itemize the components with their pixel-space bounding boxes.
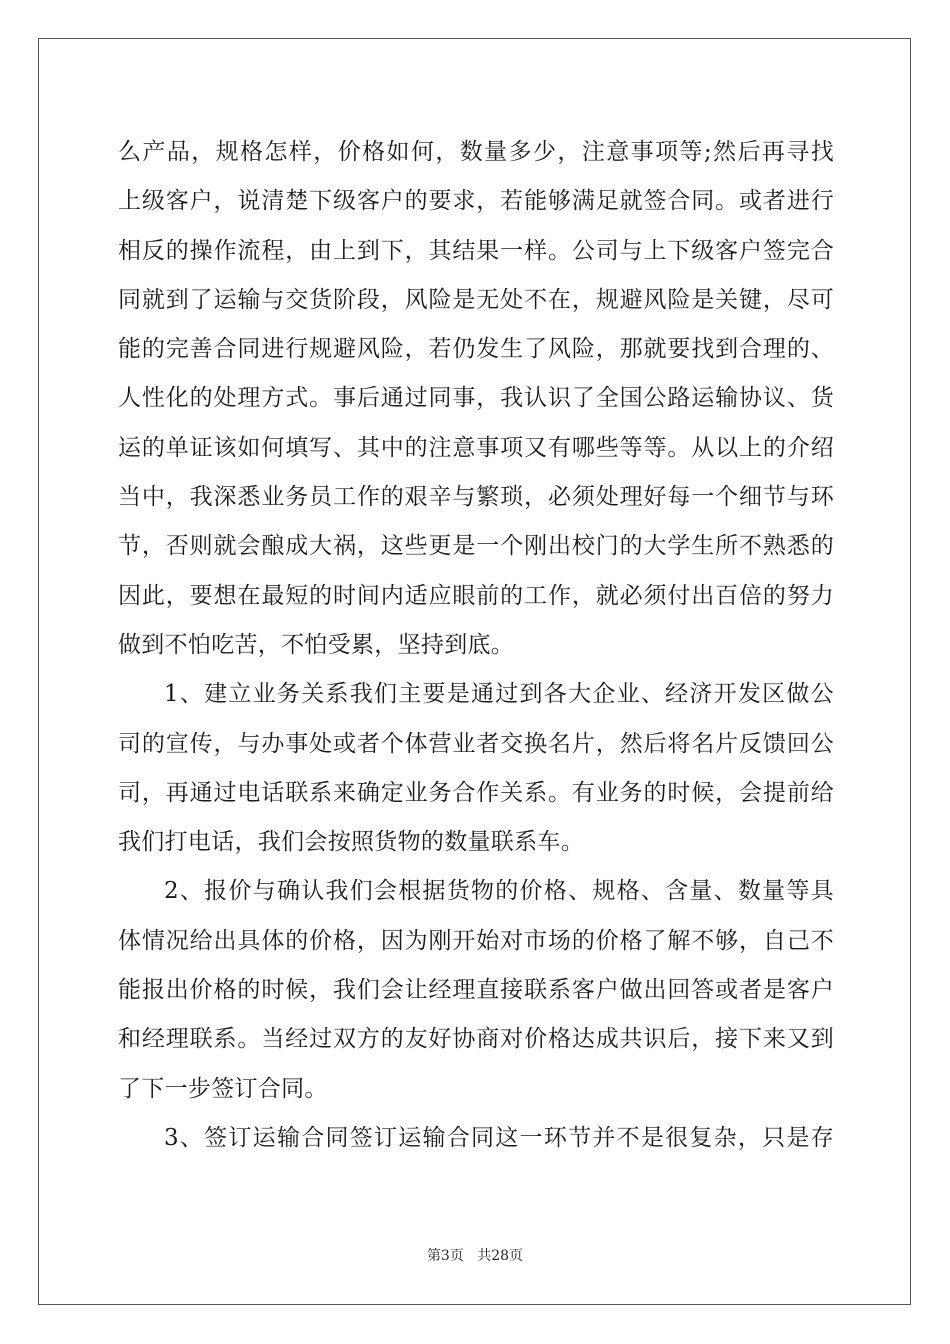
- text-line: 运的单证该如何填写、其中的注意事项又有哪些等等。从以上的介绍: [118, 434, 834, 461]
- text-line: 同就到了运输与交货阶段，风险是无处不在，规避风险是关键，尽可: [118, 286, 834, 313]
- text-line: 相反的操作流程，由上到下，其结果一样。公司与上下级客户签完合: [118, 237, 834, 264]
- total-pages: 共28页: [477, 1248, 524, 1264]
- text-block: [118, 128, 834, 1163]
- text-line: 我们打电话，我们会按照货物的数量联系车。: [118, 829, 584, 856]
- text-line: 司的宣传，与办事处或者个体营业者交换名片，然后将名片反馈回公: [118, 730, 834, 757]
- text-line: 了下一步签订合同。: [118, 1075, 328, 1102]
- text-line: 当中，我深悉业务员工作的艰辛与繁琐，必须处理好每一个细节与环: [118, 484, 834, 511]
- page-footer: [0, 1245, 950, 1265]
- text-line: 3、签订运输合同签订运输合同这一环节并不是很复杂，只是存: [164, 1124, 834, 1151]
- text-line: 2、报价与确认我们会根据货物的价格、规格、含量、数量等具: [164, 878, 834, 905]
- text-line: 能报出价格的时候，我们会让经理直接联系客户做出回答或者是客户: [118, 977, 834, 1004]
- text-line: 上级客户，说清楚下级客户的要求，若能够满足就签合同。或者进行: [118, 188, 834, 215]
- text-line: 能的完善合同进行规避风险，若仍发生了风险，那就要找到合理的、: [118, 336, 834, 363]
- page-number: 第3页: [426, 1248, 464, 1264]
- document-body: [118, 128, 834, 1163]
- text-line: 司，再通过电话联系来确定业务合作关系。有业务的时候，会提前给: [118, 779, 834, 806]
- text-line: 和经理联系。当经过双方的友好协商对价格达成共识后，接下来又到: [118, 1026, 834, 1053]
- text-line: 节，否则就会酿成大祸，这些更是一个刚出校门的大学生所不熟悉的: [118, 533, 834, 560]
- text-line: 么产品，规格怎样，价格如何，数量多少，注意事项等;然后再寻找: [118, 139, 834, 165]
- text-line: 1、建立业务关系我们主要是通过到各大企业、经济开发区做公: [164, 681, 834, 708]
- text-line: 人性化的处理方式。事后通过同事，我认识了全国公路运输协议、货: [118, 385, 834, 412]
- text-line: 因此，要想在最短的时间内适应眼前的工作，就必须付出百倍的努力: [118, 582, 834, 609]
- text-line: 做到不怕吃苦，不怕受累，坚持到底。: [118, 631, 515, 658]
- text-line: 体情况给出具体的价格，因为刚开始对市场的价格了解不够，自己不: [118, 927, 834, 954]
